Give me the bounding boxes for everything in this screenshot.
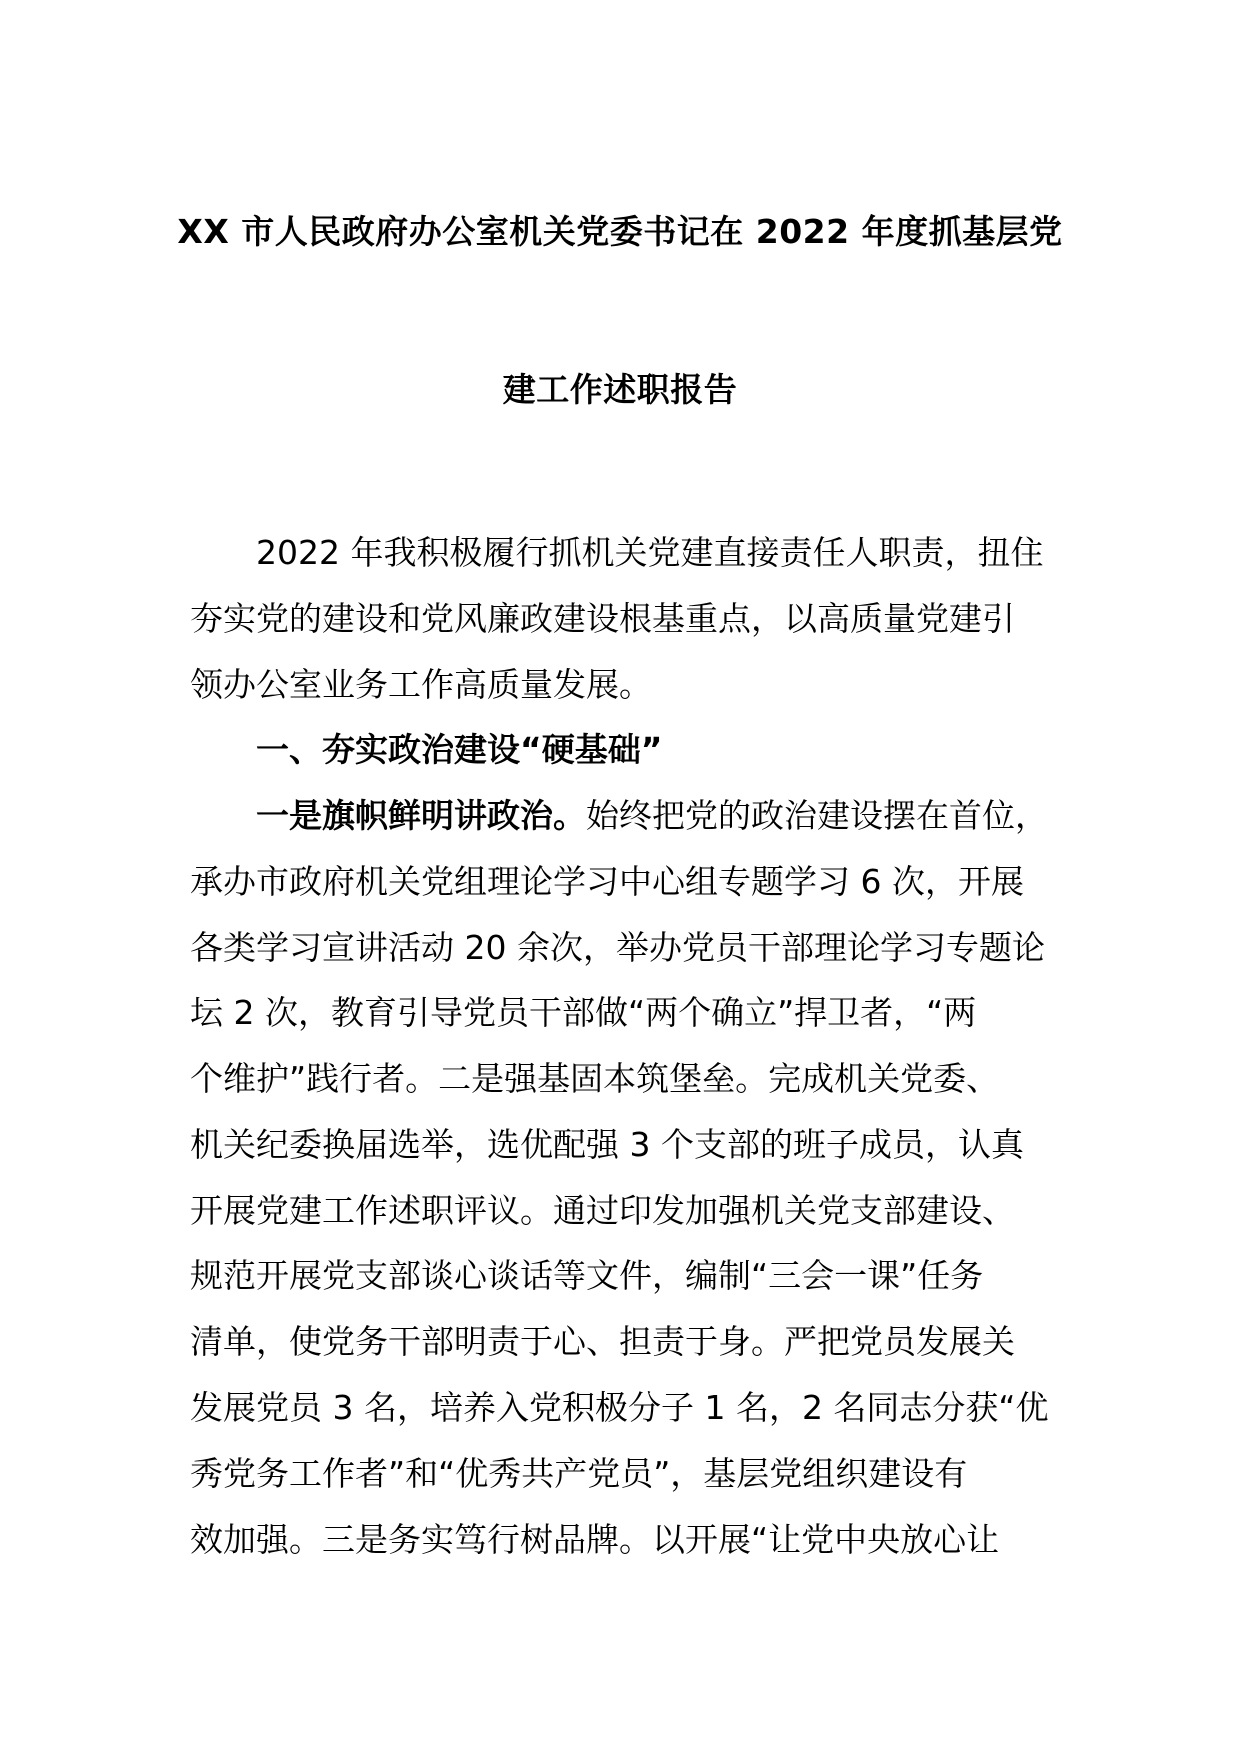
paragraph-line: 开展党建工作述职评议。通过印发加强机关党支部建设、 [190, 1191, 1015, 1230]
section-1-lead-line [256, 794, 1048, 838]
paragraph-line: 承办市政府机关党组理论学习中心组专题学习 6 次，开展 [190, 862, 1024, 901]
intro-line-3: 领办公室业务工作高质量发展。 [190, 665, 652, 704]
paragraph-line: 机关纪委换届选举，选优配强 3 个支部的班子成员，认真 [190, 1125, 1024, 1164]
paragraph-line: 各类学习宣讲活动 20 余次，举办党员干部理论学习专题论 [190, 928, 1045, 967]
paragraph-line: 清单，使党务干部明责于心、担责于身。严把党员发展关 [190, 1322, 1015, 1361]
document-title-line-2: 建工作述职报告 [502, 370, 738, 409]
intro-line-1: 2022 年我积极履行抓机关党建直接责任人职责，扭住 [256, 533, 1044, 572]
section-1-lead-bold: 一是旗帜鲜明讲政治。 [256, 796, 586, 835]
paragraph-line: 效加强。三是务实笃行树品牌。以开展“让党中央放心让 [190, 1520, 1000, 1559]
section-1-heading: 一、夯实政治建设“硬基础” [256, 730, 663, 769]
paragraph-line: 规范开展党支部谈心谈话等文件，编制“三会一课”任务 [190, 1256, 984, 1295]
document-title-line-1: XX 市人民政府办公室机关党委书记在 2022 年度抓基层党 [177, 212, 1063, 251]
paragraph-line: 秀党务工作者”和“优秀共产党员”，基层党组织建设有 [190, 1454, 968, 1493]
paragraph-line: 个维护”践行者。二是强基固本筑堡垒。完成机关党委、 [190, 1059, 1000, 1098]
intro-line-2: 夯实党的建设和党风廉政建设根基重点，以高质量党建引 [190, 599, 1015, 638]
section-1-lead-rest: 始终把党的政治建设摆在首位， [586, 796, 1048, 835]
paragraph-line: 发展党员 3 名，培养入党积极分子 1 名，2 名同志分获“优 [190, 1388, 1049, 1427]
paragraph-line: 坛 2 次，教育引导党员干部做“两个确立”捍卫者，“两 [190, 993, 977, 1032]
